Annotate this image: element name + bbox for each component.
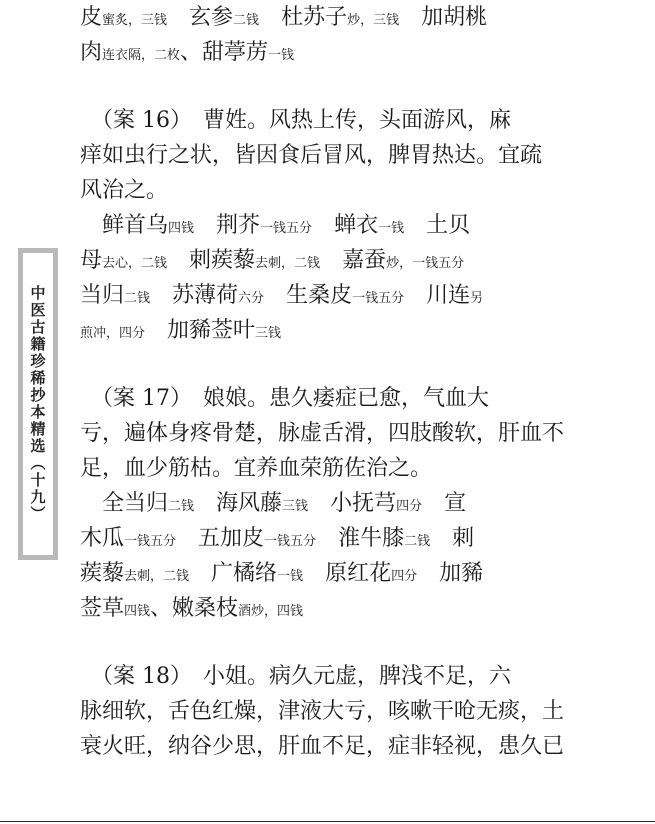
text-segment: 川连 <box>404 283 471 308</box>
text-segment: 风治之。 <box>80 178 169 203</box>
dosage-annotation: 去刺，二钱 <box>124 569 190 584</box>
text-segment: 母 <box>80 248 103 273</box>
text-line <box>80 694 572 729</box>
paragraph-gap <box>80 626 572 659</box>
dosage-annotation: 六分 <box>238 291 265 306</box>
paragraph-gap <box>80 348 572 381</box>
text-segment: 淮牛膝 <box>316 526 405 551</box>
text-segment: 脉细软，舌色红燥，津液大亏，咳嗽干呛无痰，土 <box>80 699 565 724</box>
text-segment: 宣 <box>422 491 467 516</box>
book-series-label <box>18 248 58 560</box>
text-segment: 皮 <box>80 5 103 30</box>
text-segment: 杜苏子 <box>259 5 348 30</box>
text-line <box>80 138 572 173</box>
text-line <box>80 451 572 486</box>
text-segment: 、嫩桑枝 <box>150 596 239 621</box>
text-segment: 土贝 <box>404 213 471 238</box>
dosage-annotation: 煎冲，四分 <box>80 326 146 341</box>
text-line <box>80 659 572 694</box>
dosage-annotation: 一钱五分 <box>264 534 317 549</box>
text-segment: 生桑皮 <box>264 283 353 308</box>
text-segment: 五加皮 <box>176 526 265 551</box>
text-segment: 莶草 <box>80 596 125 621</box>
text-segment: 荆芥 <box>194 213 261 238</box>
dosage-annotation: 四分 <box>396 499 423 514</box>
text-segment: 痒如虫行之状，皆因食后冒风，脾胃热达。宜疏 <box>80 143 543 168</box>
text-line <box>80 243 572 278</box>
text-line <box>80 729 572 764</box>
text-segment: 肉 <box>80 40 103 65</box>
text-line <box>80 556 572 591</box>
text-segment: 加豨莶叶 <box>145 318 256 343</box>
text-segment: 刺蒺藜 <box>167 248 256 273</box>
dosage-annotation: 一钱五分 <box>260 221 313 236</box>
text-line <box>80 173 572 208</box>
text-line <box>80 591 572 626</box>
dosage-annotation: 四钱 <box>168 221 195 236</box>
dosage-annotation: 一钱 <box>268 48 295 63</box>
dosage-annotation: 二钱 <box>404 534 431 549</box>
text-segment: 原红花 <box>303 561 392 586</box>
text-segment: 嘉蚕 <box>320 248 387 273</box>
text-line <box>80 416 572 451</box>
dosage-annotation: 四钱 <box>124 604 151 619</box>
text-line <box>80 486 572 521</box>
text-segment: 刺 <box>430 526 475 551</box>
text-line <box>80 381 572 416</box>
text-segment: 足，血少筋枯。宜养血荣筋佐治之。 <box>80 456 433 481</box>
dosage-annotation: 一钱 <box>378 221 405 236</box>
dosage-annotation: 一钱五分 <box>124 534 177 549</box>
text-segment: 小抚芎 <box>308 491 397 516</box>
text-segment: 广橘络 <box>189 561 278 586</box>
dosage-annotation: 三钱 <box>282 499 309 514</box>
dosage-annotation: 二钱 <box>124 291 151 306</box>
text-segment: （案 18） 小姐。病久元虚，脾浅不足，六 <box>80 664 511 689</box>
paragraph-gap <box>80 70 572 103</box>
text-line <box>80 208 572 243</box>
text-line <box>80 35 572 70</box>
text-line <box>80 278 572 313</box>
dosage-annotation: 炒，一钱五分 <box>386 256 465 271</box>
dosage-annotation: 一钱 <box>277 569 304 584</box>
dosage-annotation: 另 <box>470 291 484 306</box>
text-line <box>80 103 572 138</box>
text-segment: 加豨 <box>417 561 484 586</box>
dosage-annotation: 四分 <box>391 569 418 584</box>
text-segment: 衰火旺，纳谷少思，肝血不足，症非轻视，患久已 <box>80 734 565 759</box>
dosage-annotation: 去刺，二钱 <box>255 256 321 271</box>
text-segment: 玄参 <box>167 5 234 30</box>
text-line <box>80 0 572 35</box>
text-segment: 加胡桃 <box>399 5 488 30</box>
page-body-text <box>80 0 572 764</box>
text-segment: （案 17） 娘娘。患久痿症已愈，气血大 <box>80 386 489 411</box>
text-segment: 蒺藜 <box>80 561 125 586</box>
text-segment: 苏薄荷 <box>150 283 239 308</box>
text-segment: 当归 <box>80 283 125 308</box>
bottom-rule <box>0 821 655 822</box>
dosage-annotation: 三钱 <box>255 326 282 341</box>
text-segment: 、甜葶苈 <box>180 40 269 65</box>
dosage-annotation: 连衣隔，二枚 <box>102 48 181 63</box>
text-segment: 木瓜 <box>80 526 125 551</box>
dosage-annotation: 二钱 <box>233 13 260 28</box>
dosage-annotation: 酒炒，四钱 <box>238 604 304 619</box>
text-segment: 海风藤 <box>194 491 283 516</box>
dosage-annotation: 一钱五分 <box>352 291 405 306</box>
text-line <box>80 313 572 348</box>
text-segment: （案 16） 曹姓。风热上传，头面游风，麻 <box>80 108 511 133</box>
dosage-annotation: 二钱 <box>168 499 195 514</box>
text-line <box>80 521 572 556</box>
book-series-text: 中医古籍珍稀抄本精选（十九） <box>28 285 47 523</box>
text-segment: 全当归 <box>80 491 169 516</box>
dosage-annotation: 炒，三钱 <box>347 13 400 28</box>
text-segment: 鲜首乌 <box>80 213 169 238</box>
dosage-annotation: 去心，二钱 <box>102 256 168 271</box>
text-segment: 蝉衣 <box>312 213 379 238</box>
dosage-annotation: 蜜炙，三钱 <box>102 13 168 28</box>
text-segment: 亏，遍体身疼骨楚，脉虚舌滑，四肢酸软，肝血不 <box>80 421 565 446</box>
